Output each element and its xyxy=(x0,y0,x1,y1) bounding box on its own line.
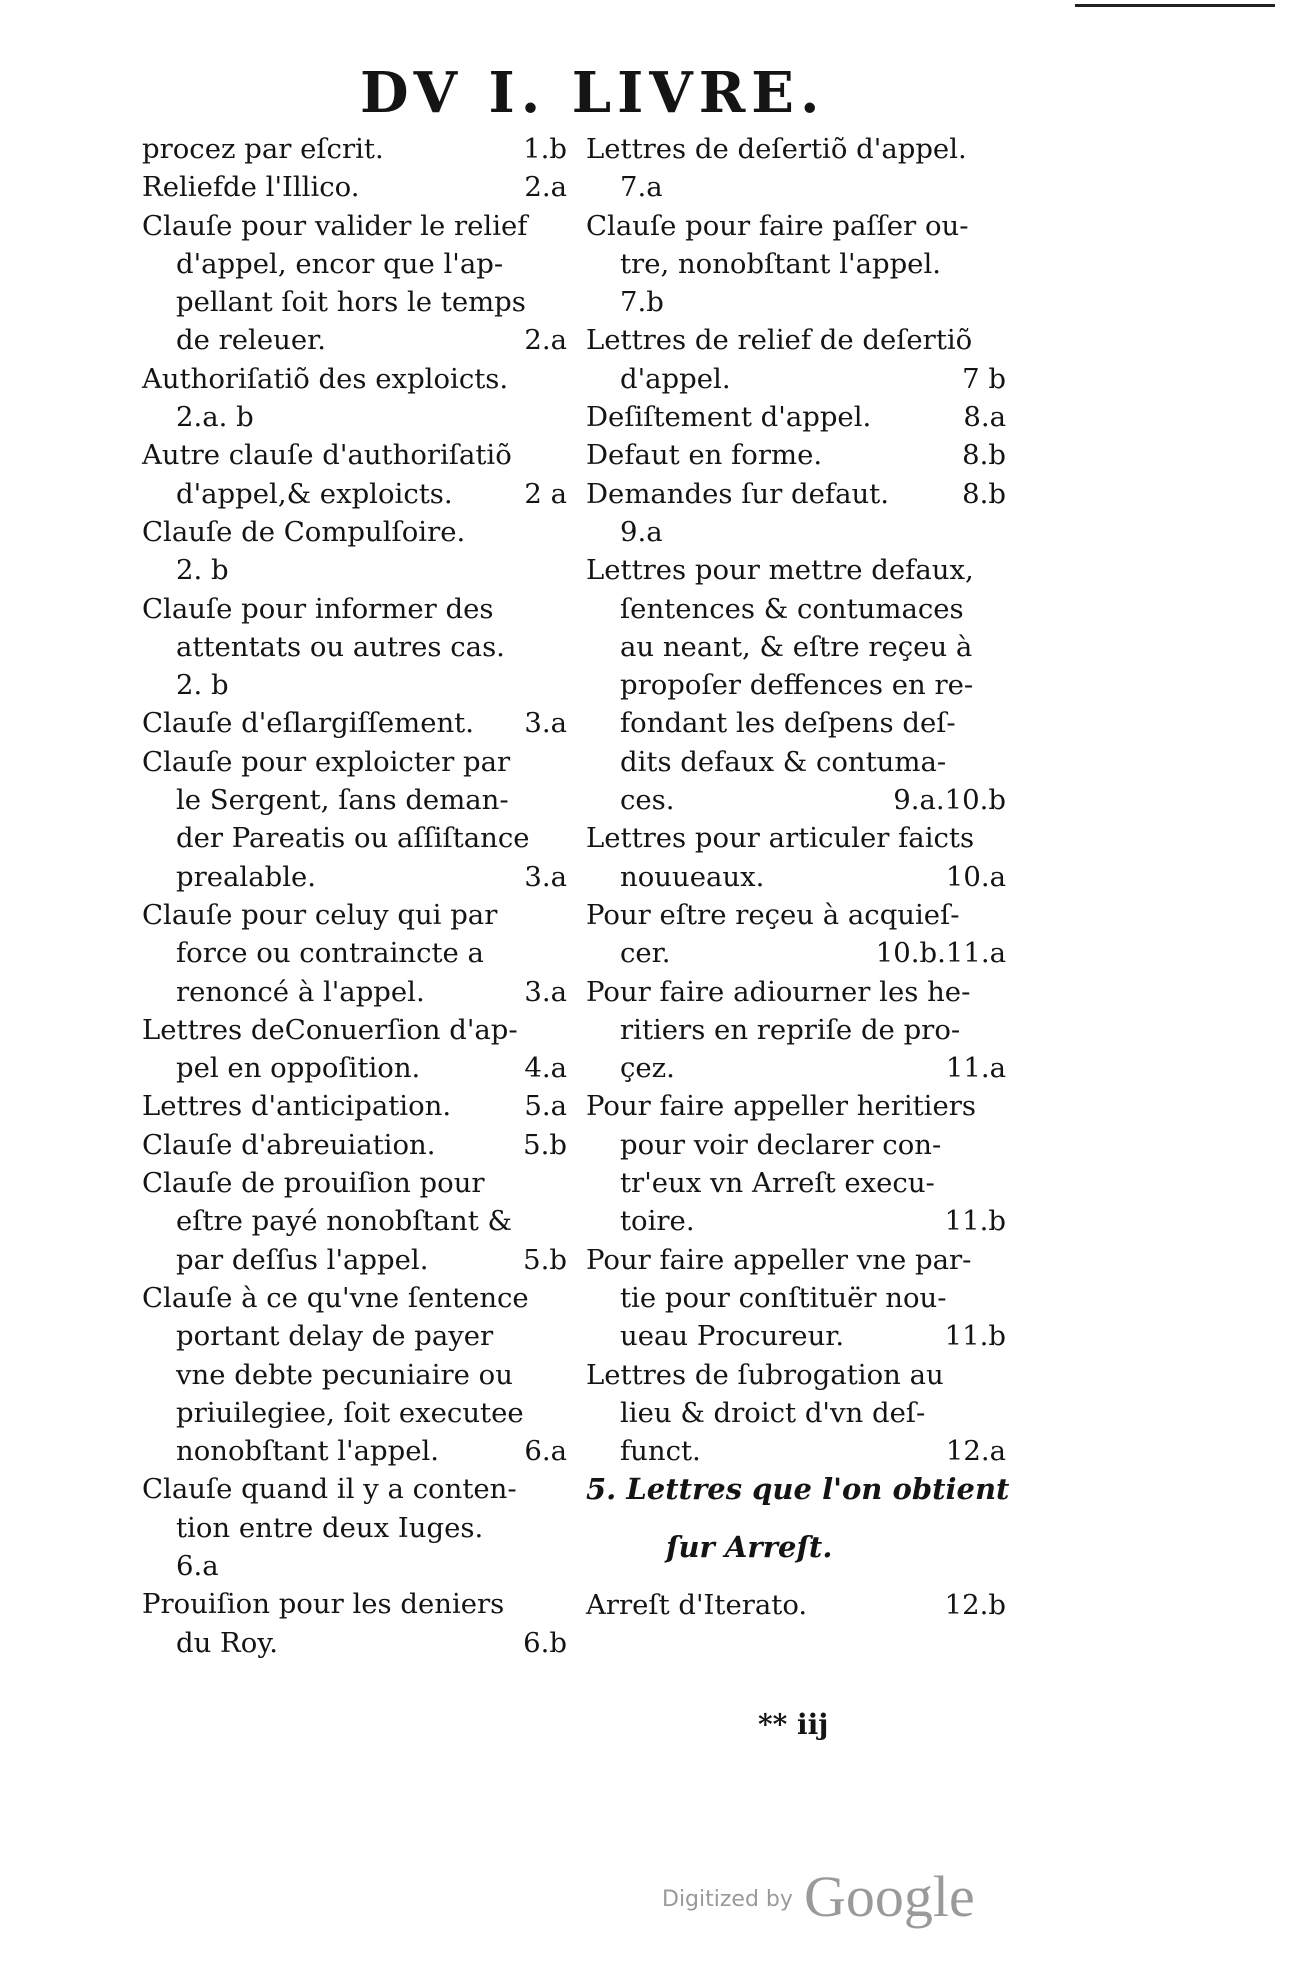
entry-title: 5. Lettres que l'on obtient xyxy=(586,1472,1010,1507)
entry-title: pel en oppoſition. xyxy=(176,1052,421,1085)
entry-title: au neant, & eſtre reçeu à xyxy=(620,630,973,663)
entry-title: d'appel, encor que l'ap- xyxy=(176,247,504,280)
entry-title: vne debte pecuniaire ou xyxy=(176,1358,513,1391)
entry-title: Clauſe pour valider le relief xyxy=(142,209,528,242)
index-entry xyxy=(142,1087,567,1125)
entry-title: ſur Arreſt. xyxy=(666,1530,833,1565)
index-entry xyxy=(586,1470,1010,1528)
entry-title: prealable. xyxy=(176,860,317,893)
index-entry xyxy=(142,628,567,666)
watermark-prefix: Digitized by xyxy=(662,1887,793,1912)
entry-title: Demandes ſur defaut. xyxy=(586,477,889,510)
entry-title: force ou contraincte a xyxy=(176,937,484,970)
entry-title: Lettres de relief de deſertiõ xyxy=(586,324,973,357)
signature-mark: ** iij xyxy=(758,1708,829,1741)
index-entry xyxy=(142,666,567,704)
index-entry xyxy=(586,398,1006,436)
entry-title: Lettres d'anticipation. xyxy=(142,1090,452,1123)
entry-title: le Sergent, ſans deman- xyxy=(176,784,509,817)
index-entry xyxy=(586,743,1006,781)
index-entry xyxy=(586,283,1006,321)
index-entry xyxy=(142,513,567,551)
entry-title: portant delay de payer xyxy=(176,1320,494,1353)
folio-reference: 11.b xyxy=(944,1320,1006,1353)
index-entry xyxy=(142,551,567,589)
entry-title: d'appel. xyxy=(620,362,731,395)
entry-title: toire. xyxy=(620,1205,695,1238)
index-entry xyxy=(142,590,567,628)
folio-reference: 5.b xyxy=(523,1243,567,1276)
entry-title: Pour faire appeller heritiers xyxy=(586,1090,977,1123)
index-entry xyxy=(142,1317,567,1355)
index-entry xyxy=(142,1049,567,1087)
entry-title: ueau Procureur. xyxy=(620,1320,845,1353)
entry-title: Authoriſatiõ des exploicts. xyxy=(142,362,509,395)
index-entry xyxy=(586,1432,1006,1470)
entry-title: Clauſe à ce qu'vne ſentence xyxy=(142,1281,529,1314)
index-entry xyxy=(142,1011,567,1049)
entry-title: Lettres de ſubrogation au xyxy=(586,1358,944,1391)
entry-title: çez. xyxy=(620,1052,675,1085)
index-entry xyxy=(586,1528,1006,1586)
entry-title: Arreſt d'Iterato. xyxy=(586,1589,808,1622)
index-entry xyxy=(142,819,567,857)
index-entry xyxy=(586,1126,1006,1164)
folio-reference: 11.a xyxy=(945,1052,1006,1085)
index-entry xyxy=(586,1164,1006,1202)
entry-title: Autre clauſe d'authoriſatiõ xyxy=(142,439,512,472)
index-entry xyxy=(586,934,1006,972)
index-entry xyxy=(142,1509,567,1547)
entry-title: procez par eſcrit. xyxy=(142,133,384,165)
right-column xyxy=(586,130,1010,1625)
entry-title: Lettres de deſertiõ d'appel. xyxy=(586,133,967,165)
folio-reference: 8.a xyxy=(963,401,1006,434)
entry-title: cer. xyxy=(620,937,671,970)
index-entry xyxy=(586,207,1006,245)
entry-title: Clauſe d'eſlargiſſement. xyxy=(142,707,474,740)
index-entry xyxy=(586,1241,1006,1279)
index-entry xyxy=(586,513,1006,551)
index-entry xyxy=(586,130,1006,168)
folio-reference: 8.b xyxy=(962,439,1006,472)
top-rule xyxy=(1075,4,1275,7)
entry-title: Clauſe pour faire paſſer ou- xyxy=(586,209,969,242)
index-entry xyxy=(586,1087,1006,1125)
folio-reference: 10.b.11.a xyxy=(875,937,1006,970)
entry-title: funct. xyxy=(620,1435,701,1468)
index-entry xyxy=(586,551,1006,589)
index-entry xyxy=(586,1317,1006,1355)
index-entry xyxy=(142,1470,567,1508)
folio-reference: 9.a.10.b xyxy=(893,784,1006,817)
index-entry xyxy=(142,130,567,168)
folio-reference: 6.b xyxy=(523,1626,567,1659)
folio-reference: 10.a xyxy=(945,860,1006,893)
index-entry xyxy=(142,1624,567,1662)
entry-title: ces. xyxy=(620,784,675,817)
entry-title: Deſiſtement d'appel. xyxy=(586,401,872,434)
index-entry xyxy=(586,858,1006,896)
entry-title: pellant ſoit hors le temps xyxy=(176,286,526,319)
index-entry xyxy=(586,321,1006,359)
entry-title: eſtre payé nonobſtant & xyxy=(176,1205,512,1238)
index-entry xyxy=(586,475,1006,513)
index-entry xyxy=(142,1279,567,1317)
entry-title: priuilegiee, ſoit executee xyxy=(176,1396,524,1429)
index-entry xyxy=(142,1126,567,1164)
index-entry xyxy=(586,436,1006,474)
page-header: DV I. LIVRE. xyxy=(360,60,826,126)
entry-title: ſentences & contumaces xyxy=(620,592,964,625)
entry-title: nonobſtant l'appel. xyxy=(176,1435,440,1468)
index-entry xyxy=(586,628,1006,666)
entry-title: dits defaux & contuma- xyxy=(620,745,947,778)
index-entry xyxy=(142,245,567,283)
index-entry xyxy=(586,1394,1006,1432)
index-entry xyxy=(586,781,1006,819)
entry-title: pour voir declarer con- xyxy=(620,1128,942,1161)
entry-title: tion entre deux Iuges. xyxy=(176,1511,484,1544)
folio-reference: 12.b xyxy=(944,1589,1006,1622)
index-entry xyxy=(142,1241,567,1279)
entry-title: tre, nonobſtant l'appel. xyxy=(620,247,941,280)
google-logo: Google xyxy=(804,1864,975,1929)
folio-reference: 5.b xyxy=(523,1128,567,1161)
entry-title: tie pour conſtituër nou- xyxy=(620,1281,947,1314)
entry-title: 7.b xyxy=(620,286,664,319)
index-entry xyxy=(142,896,567,934)
entry-title: 7.a xyxy=(620,171,663,204)
entry-title: ritiers en repriſe de pro- xyxy=(620,1013,961,1046)
entry-title: Reliefde l'Illico. xyxy=(142,171,360,204)
folio-reference: 3.a xyxy=(524,860,567,893)
index-entry xyxy=(142,973,567,1011)
entry-title: de releuer. xyxy=(176,324,326,357)
index-entry xyxy=(586,896,1006,934)
entry-title: Clauſe de prouiſion pour xyxy=(142,1167,485,1200)
index-entry xyxy=(586,245,1006,283)
entry-title: 2. b xyxy=(176,669,229,702)
entry-title: du Roy. xyxy=(176,1626,278,1659)
index-entry xyxy=(142,1202,567,1240)
index-entry xyxy=(586,1279,1006,1317)
index-entry xyxy=(586,360,1006,398)
index-entry xyxy=(142,1394,567,1432)
entry-title: nouueaux. xyxy=(620,860,765,893)
entry-title: Defaut en forme. xyxy=(586,439,823,472)
entry-title: Lettres pour articuler faicts xyxy=(586,822,975,855)
entry-title: Pour eſtre reçeu à acquieſ- xyxy=(586,898,960,931)
entry-title: Lettres deConuerſion d'ap- xyxy=(142,1013,518,1046)
entry-title: par deſſus l'appel. xyxy=(176,1243,429,1276)
index-entry xyxy=(586,1049,1006,1087)
folio-reference: 2.a xyxy=(524,171,567,204)
entry-title: lieu & droict d'vn deſ- xyxy=(620,1396,926,1429)
index-entry xyxy=(142,858,567,896)
entry-title: Pour faire adiourner les he- xyxy=(586,975,971,1008)
folio-reference: 5.a xyxy=(524,1090,567,1123)
folio-reference: 2 a xyxy=(524,477,567,510)
left-column xyxy=(142,130,567,1662)
entry-title: attentats ou autres cas. xyxy=(176,630,505,663)
index-entry xyxy=(586,1202,1006,1240)
folio-reference: 8.b xyxy=(962,477,1006,510)
index-entry xyxy=(142,436,567,474)
index-entry xyxy=(142,1356,567,1394)
index-entry xyxy=(142,743,567,781)
folio-reference: 4.a xyxy=(524,1052,567,1085)
index-entry xyxy=(586,704,1006,742)
entry-title: Clauſe pour exploicter par xyxy=(142,745,511,778)
index-entry xyxy=(142,475,567,513)
index-entry xyxy=(142,704,567,742)
entry-title: Clauſe quand il y a conten- xyxy=(142,1473,517,1506)
index-entry xyxy=(586,973,1006,1011)
index-entry xyxy=(142,1164,567,1202)
entry-title: 2.a. b xyxy=(176,401,254,434)
folio-reference: 3.a xyxy=(524,707,567,740)
index-entry xyxy=(142,1432,567,1470)
folio-reference: 12.a xyxy=(945,1435,1006,1468)
entry-title: propoſer deffences en re- xyxy=(620,669,974,702)
index-entry xyxy=(586,1011,1006,1049)
index-entry xyxy=(142,781,567,819)
folio-reference: 6.a xyxy=(524,1435,567,1468)
entry-title: Clauſe d'abreuiation. xyxy=(142,1128,436,1161)
folio-reference: 3.a xyxy=(524,975,567,1008)
entry-title: 9.a xyxy=(620,515,663,548)
index-entry xyxy=(142,321,567,359)
entry-title: Lettres pour mettre defaux, xyxy=(586,554,974,587)
index-entry xyxy=(142,934,567,972)
index-entry xyxy=(142,168,567,206)
index-entry xyxy=(586,590,1006,628)
entry-title: renoncé à l'appel. xyxy=(176,975,425,1008)
entry-title: Clauſe pour celuy qui par xyxy=(142,898,498,931)
index-entry xyxy=(142,283,567,321)
index-entry xyxy=(586,819,1006,857)
index-entry xyxy=(586,168,1006,206)
entry-title: Prouiſion pour les deniers xyxy=(142,1588,505,1621)
index-entry xyxy=(586,1356,1006,1394)
entry-title: tr'eux vn Arreſt execu- xyxy=(620,1167,935,1200)
index-entry xyxy=(142,398,567,436)
entry-title: fondant les deſpens deſ- xyxy=(620,707,956,740)
index-entry xyxy=(586,1586,1006,1624)
entry-title: der Pareatis ou aſſiſtance xyxy=(176,822,530,855)
folio-reference: 7 b xyxy=(962,362,1006,395)
entry-title: 6.a xyxy=(176,1549,219,1582)
folio-reference: 2.a xyxy=(524,324,567,357)
folio-reference: 1.b xyxy=(523,133,567,165)
entry-title: Clauſe pour informer des xyxy=(142,592,494,625)
entry-title: d'appel,& exploicts. xyxy=(176,477,453,510)
digitized-watermark xyxy=(662,1863,975,1930)
entry-title: Pour faire appeller vne par- xyxy=(586,1243,972,1276)
folio-reference: 11.b xyxy=(944,1205,1006,1238)
entry-title: 2. b xyxy=(176,554,229,587)
index-entry xyxy=(142,360,567,398)
index-entry xyxy=(586,666,1006,704)
index-entry xyxy=(142,1585,567,1623)
index-entry xyxy=(142,207,567,245)
index-entry xyxy=(142,1547,567,1585)
entry-title: Clauſe de Compulſoire. xyxy=(142,515,466,548)
